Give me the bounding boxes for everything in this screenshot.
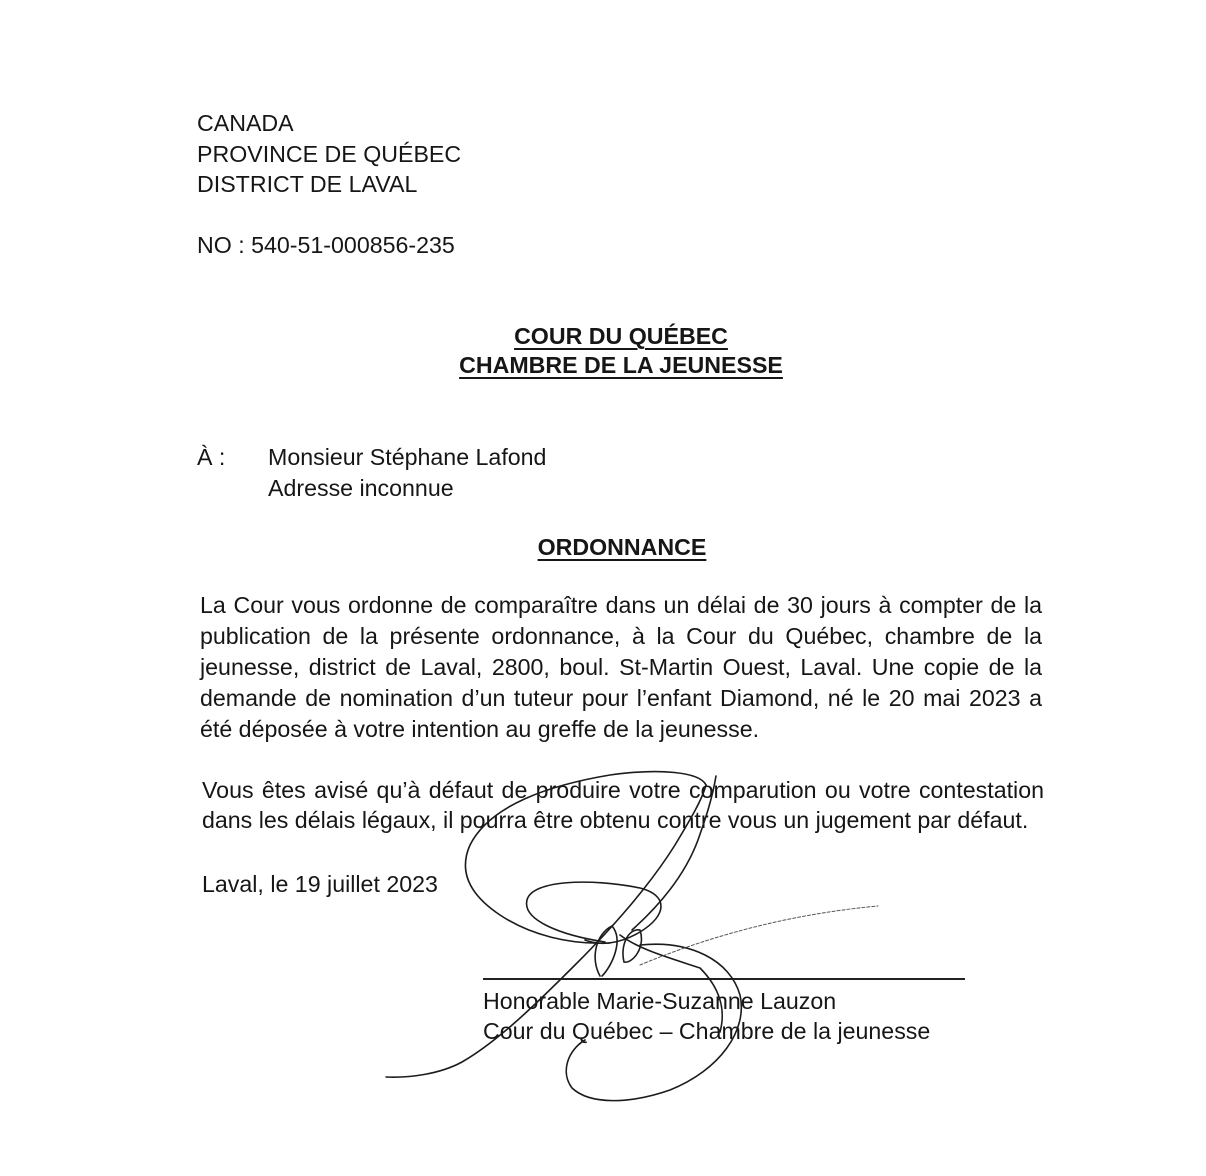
signatory-name: Honorable Marie-Suzanne Lauzon	[483, 988, 837, 1014]
header-country: CANADA	[197, 110, 294, 136]
recipient-label: À :	[197, 444, 226, 470]
recipient-name: Monsieur Stéphane Lafond	[268, 444, 547, 470]
jurisdiction-header	[197, 108, 461, 200]
signature-line	[483, 978, 965, 980]
signature-stroke	[640, 906, 878, 965]
paragraph-line: dans les délais légaux, il pourra être obtenu contre vous un jugement par défaut.	[202, 807, 1029, 833]
order-title: ORDONNANCE	[537, 534, 707, 560]
header-district: DISTRICT DE LAVAL	[197, 171, 418, 197]
paragraph-line: été déposée à votre intention au greffe de la jeunesse.	[200, 716, 760, 742]
place-and-date: Laval, le 19 juillet 2023	[202, 871, 438, 897]
paragraph-line: publication de la présente ordonnance, à la Cour du Québec, chambre de la	[200, 623, 1042, 649]
paragraph-line: demande de nomination d’un tuteur pour l’enfant Diamond, né le 20 mai 2023 a	[200, 685, 1042, 711]
signatory-court: Cour du Québec – Chambre de la jeunesse	[483, 1018, 931, 1044]
signature-stroke	[595, 926, 617, 976]
paragraph-line: Vous êtes avisé qu’à défaut de produire votre comparution ou votre contestation	[202, 777, 1044, 803]
paragraph-line: La Cour vous ordonne de comparaître dans un délai de 30 jours à compter de la	[200, 592, 1042, 618]
signature-stroke	[623, 930, 641, 962]
court-name: COUR DU QUÉBEC	[514, 323, 728, 349]
header-province: PROVINCE DE QUÉBEC	[197, 140, 462, 167]
paragraph-line: jeunesse, district de Laval, 2800, boul. St-Martin Ouest, Laval. Une copie de la	[200, 654, 1042, 680]
file-number: NO : 540-51-000856-235	[197, 232, 455, 258]
signature-stroke	[527, 882, 661, 943]
recipient-address: Adresse inconnue	[268, 475, 454, 501]
court-chamber: CHAMBRE DE LA JEUNESSE	[459, 352, 783, 378]
